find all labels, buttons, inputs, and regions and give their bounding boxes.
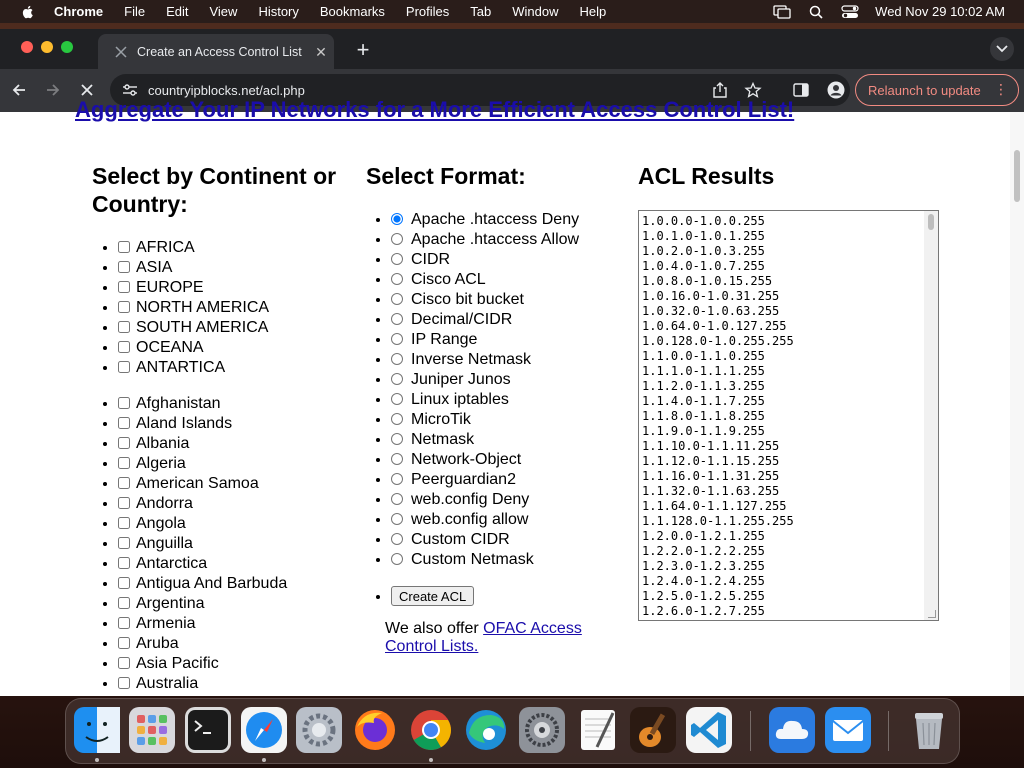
forward-button[interactable] (43, 80, 63, 100)
country-checkbox-antigua-and-barbuda[interactable] (118, 577, 130, 589)
ofac-acl-link[interactable]: OFAC Access Control Lists. (385, 620, 582, 655)
chevron-down-icon (996, 45, 1008, 53)
format-radio-cisco-bit-bucket[interactable] (391, 293, 403, 305)
format-radio-web-config-deny[interactable] (391, 493, 403, 505)
format-item-microtik (391, 410, 579, 430)
format-item-apache-htaccess-allow (391, 230, 579, 250)
country-item-antigua-and-barbuda (118, 574, 287, 594)
format-item-cidr (391, 250, 579, 270)
url-text: countryipblocks.net/acl.php (148, 82, 305, 98)
tab-strip (0, 29, 1024, 69)
country-label: Australia (136, 675, 199, 692)
continent-checkbox-south-america[interactable] (118, 321, 130, 333)
format-item-custom-cidr (391, 530, 579, 550)
continent-item-africa (118, 238, 269, 258)
profile-avatar-icon[interactable] (826, 80, 846, 100)
launchpad-icon[interactable] (129, 707, 175, 753)
format-radio-juniper-junos[interactable] (391, 373, 403, 385)
format-label: Custom Netmask (411, 551, 534, 568)
relaunch-label: Relaunch to update (868, 82, 981, 98)
country-checkbox-armenia[interactable] (118, 617, 130, 629)
country-checkbox-antarctica[interactable] (118, 557, 130, 569)
firefox-icon[interactable] (352, 707, 398, 753)
country-checkbox-australia[interactable] (118, 677, 130, 689)
country-label: Argentina (136, 595, 205, 612)
continent-label: ASIA (136, 259, 173, 276)
format-label: web.config allow (411, 511, 529, 528)
tab-title: Create an Access Control List (137, 44, 302, 59)
chrome-icon[interactable] (408, 707, 454, 753)
continent-country-heading: Select by Continent or Country: (92, 163, 337, 217)
country-item-afghanistan (118, 394, 287, 414)
country-item-aruba (118, 634, 287, 654)
continent-item-asia (118, 258, 269, 278)
country-item-asia-pacific (118, 654, 287, 674)
acl-result-line: 1.0.2.0-1.0.3.255 (642, 244, 765, 258)
format-item-web-config-deny (391, 490, 579, 510)
acl-result-line: 1.1.0.0-1.1.0.255 (642, 349, 765, 363)
menu-history[interactable]: History (258, 4, 299, 19)
country-checkbox-list (92, 394, 287, 694)
acl-result-line: 1.1.32.0-1.1.63.255 (642, 484, 780, 498)
screen-mirroring-icon[interactable] (773, 5, 791, 19)
format-radio-apache-htaccess-allow[interactable] (391, 233, 403, 245)
format-label: Apache .htaccess Allow (411, 231, 580, 248)
close-tab-icon[interactable]: ✕ (315, 43, 327, 60)
close-icon (80, 83, 94, 97)
acl-result-line: 1.1.8.0-1.1.8.255 (642, 409, 765, 423)
country-item-armenia (118, 614, 287, 634)
format-label: Network-Object (411, 451, 522, 468)
format-radio-custom-cidr[interactable] (391, 533, 403, 545)
country-item-albania (118, 434, 287, 454)
continent-label: AFRICA (136, 239, 195, 256)
back-arrow-icon (11, 82, 27, 98)
format-label: Cisco bit bucket (411, 291, 524, 308)
browser-window (0, 29, 1024, 696)
acl-result-line: 1.1.1.0-1.1.1.255 (642, 364, 765, 378)
format-radio-apache-htaccess-deny[interactable] (391, 213, 403, 225)
format-item-network-object (391, 450, 579, 470)
country-label: Armenia (136, 615, 196, 632)
format-item-apache-htaccess-deny (391, 210, 579, 230)
country-item-aland-islands (118, 414, 287, 434)
country-label: Asia Pacific (136, 655, 219, 672)
country-label: Antarctica (136, 555, 208, 572)
finder-running-indicator (95, 758, 99, 762)
apple-icon[interactable] (20, 4, 36, 20)
country-checkbox-angola[interactable] (118, 517, 130, 529)
continent-label: ANTARTICA (136, 359, 226, 376)
safari-running-indicator (262, 758, 266, 762)
format-radio-custom-netmask[interactable] (391, 553, 403, 565)
country-checkbox-aland-islands[interactable] (118, 417, 130, 429)
site-info-icon[interactable] (122, 82, 138, 98)
format-label: Juniper Junos (411, 371, 511, 388)
acl-result-line: 1.0.4.0-1.0.7.255 (642, 259, 765, 273)
vscode-icon[interactable] (686, 707, 732, 753)
country-item-argentina (118, 594, 287, 614)
continent-item-oceana (118, 338, 269, 358)
country-item-angola (118, 514, 287, 534)
acl-result-line: 1.1.128.0-1.1.255.255 (642, 514, 794, 528)
country-item-american-samoa (118, 474, 287, 494)
continent-checkbox-asia[interactable] (118, 261, 130, 273)
format-radio-cidr[interactable] (391, 253, 403, 265)
format-label: MicroTik (411, 411, 471, 428)
spotlight-search-icon[interactable] (807, 5, 825, 19)
format-radio-microtik[interactable] (391, 413, 403, 425)
country-checkbox-anguilla[interactable] (118, 537, 130, 549)
dock-separator (888, 711, 889, 751)
acl-result-line: 1.1.64.0-1.1.127.255 (642, 499, 787, 513)
country-checkbox-andorra[interactable] (118, 497, 130, 509)
country-checkbox-aruba[interactable] (118, 637, 130, 649)
ofac-prefix: We also offer (385, 620, 484, 637)
edge-icon[interactable] (463, 707, 509, 753)
acl-results-scrollbar[interactable] (924, 211, 938, 620)
format-label: Peerguardian2 (411, 471, 516, 488)
format-label: Inverse Netmask (411, 351, 532, 368)
web-page-content (0, 97, 1010, 696)
format-radio-network-object[interactable] (391, 453, 403, 465)
country-checkbox-argentina[interactable] (118, 597, 130, 609)
format-radio-ip-range[interactable] (391, 333, 403, 345)
continent-checkbox-list (92, 238, 269, 378)
ofac-offer-text (385, 620, 615, 656)
acl-results-lines (642, 214, 935, 619)
format-heading: Select Format: (366, 163, 526, 189)
format-radio-inverse-netmask[interactable] (391, 353, 403, 365)
acl-result-line: 1.2.5.0-1.2.5.255 (642, 589, 765, 603)
continent-label: OCEANA (136, 339, 204, 356)
country-label: Algeria (136, 455, 186, 472)
format-label: Netmask (411, 431, 475, 448)
format-radio-list (365, 210, 579, 570)
acl-scroll-thumb[interactable] (928, 214, 934, 230)
acl-result-line: 1.0.64.0-1.0.127.255 (642, 319, 787, 333)
back-button[interactable] (9, 80, 29, 100)
menu-edit[interactable]: Edit (166, 4, 189, 19)
loading-favicon-icon (113, 44, 129, 60)
icloud-icon[interactable] (769, 707, 815, 753)
menu-window[interactable]: Window (512, 4, 559, 19)
continent-item-antartica (118, 358, 269, 378)
continent-checkbox-antartica[interactable] (118, 361, 130, 373)
chrome-running-indicator (429, 758, 433, 762)
format-label: web.config Deny (411, 491, 530, 508)
system-utility-icon[interactable] (296, 707, 342, 753)
continent-label: EUROPE (136, 279, 204, 296)
country-item-australia (118, 674, 287, 694)
finder-icon[interactable] (74, 707, 120, 753)
aggregate-networks-link[interactable]: Aggregate Your IP Networks for a More Efficient Access Control List! (75, 97, 795, 122)
acl-result-line: 1.0.1.0-1.0.1.255 (642, 229, 765, 243)
acl-result-line: 1.0.16.0-1.0.31.255 (642, 289, 780, 303)
page-scroll-thumb[interactable] (1014, 150, 1020, 202)
garageband-icon[interactable] (630, 707, 676, 753)
close-window-button[interactable] (21, 41, 33, 53)
acl-result-line: 1.1.4.0-1.1.7.255 (642, 394, 765, 408)
acl-result-line: 1.2.6.0-1.2.7.255 (642, 604, 765, 618)
format-radio-web-config-allow[interactable] (391, 513, 403, 525)
acl-result-line: 1.1.16.0-1.1.31.255 (642, 469, 780, 483)
continent-item-south-america (118, 318, 269, 338)
active-tab[interactable] (98, 34, 334, 69)
trash-icon[interactable] (906, 707, 952, 753)
menu-profiles[interactable]: Profiles (405, 4, 450, 19)
country-label: Albania (136, 435, 190, 452)
format-radio-linux-iptables[interactable] (391, 393, 403, 405)
acl-result-line: 1.1.12.0-1.1.15.255 (642, 454, 780, 468)
zoom-window-button[interactable] (61, 41, 73, 53)
format-item-decimal-cidr (391, 310, 579, 330)
format-item-peerguardian2 (391, 470, 579, 490)
format-item-cisco-acl (391, 270, 579, 290)
continent-item-europe (118, 278, 269, 298)
format-item-web-config-allow (391, 510, 579, 530)
country-item-antarctica (118, 554, 287, 574)
country-item-andorra (118, 494, 287, 514)
country-checkbox-albania[interactable] (118, 437, 130, 449)
continent-checkbox-europe[interactable] (118, 281, 130, 293)
format-radio-netmask[interactable] (391, 433, 403, 445)
format-label: Cisco ACL (411, 271, 486, 288)
acl-result-line: 1.1.10.0-1.1.11.255 (642, 439, 780, 453)
format-label: Linux iptables (411, 391, 509, 408)
format-item-inverse-netmask (391, 350, 579, 370)
acl-result-line: 1.0.8.0-1.0.15.255 (642, 274, 773, 288)
country-checkbox-american-samoa[interactable] (118, 477, 130, 489)
menu-help[interactable]: Help (579, 4, 607, 19)
format-item-custom-netmask (391, 550, 579, 570)
format-label: IP Range (411, 331, 478, 348)
new-tab-button[interactable]: + (356, 37, 370, 62)
menu-tab[interactable]: Tab (470, 4, 492, 19)
minimize-window-button[interactable] (41, 41, 53, 53)
format-item-linux-iptables (391, 390, 579, 410)
page-scrollbar[interactable] (1010, 112, 1024, 696)
country-item-anguilla (118, 534, 287, 554)
format-label: Decimal/CIDR (411, 311, 513, 328)
continent-checkbox-africa[interactable] (118, 241, 130, 253)
acl-result-line: 1.1.9.0-1.1.9.255 (642, 424, 765, 438)
terminal-icon[interactable] (185, 707, 231, 753)
acl-results-textarea[interactable] (638, 210, 939, 621)
format-label: CIDR (411, 251, 451, 268)
country-checkbox-asia-pacific[interactable] (118, 657, 130, 669)
safari-icon[interactable] (241, 707, 287, 753)
continent-checkbox-oceana[interactable] (118, 341, 130, 353)
continent-item-north-america (118, 298, 269, 318)
format-radio-peerguardian2[interactable] (391, 473, 403, 485)
country-label: Antigua And Barbuda (136, 575, 288, 592)
forward-arrow-icon (45, 82, 61, 98)
macos-menu-bar (0, 0, 1024, 23)
continent-label: SOUTH AMERICA (136, 319, 269, 336)
acl-result-line: 1.0.0.0-1.0.0.255 (642, 214, 765, 228)
country-label: Anguilla (136, 535, 193, 552)
country-label: Aland Islands (136, 415, 233, 432)
format-item-netmask (391, 430, 579, 450)
country-label: Afghanistan (136, 395, 221, 412)
format-radio-decimal-cidr[interactable] (391, 313, 403, 325)
create-acl-item (391, 586, 474, 606)
acl-result-line: 1.2.0.0-1.2.1.255 (642, 529, 765, 543)
textarea-resize-grip[interactable] (928, 610, 936, 618)
acl-result-line: 1.2.3.0-1.2.3.255 (642, 559, 765, 573)
create-acl-list (365, 586, 474, 606)
control-center-icon[interactable] (841, 5, 859, 19)
format-item-cisco-bit-bucket (391, 290, 579, 310)
continent-checkbox-north-america[interactable] (118, 301, 130, 313)
format-label: Custom CIDR (411, 531, 510, 548)
mail-icon[interactable] (825, 707, 871, 753)
format-radio-cisco-acl[interactable] (391, 273, 403, 285)
more-options-icon[interactable]: ⋮ (994, 81, 1008, 97)
relaunch-to-update-button[interactable] (855, 74, 1019, 106)
format-item-juniper-junos (391, 370, 579, 390)
continent-label: NORTH AMERICA (136, 299, 270, 316)
menu-app-name[interactable]: Chrome (54, 4, 104, 19)
country-label: Andorra (136, 495, 193, 512)
acl-result-line: 1.2.2.0-1.2.2.255 (642, 544, 765, 558)
country-item-algeria (118, 454, 287, 474)
country-checkbox-algeria[interactable] (118, 457, 130, 469)
macos-dock (65, 698, 960, 764)
tab-search-button[interactable] (990, 37, 1014, 61)
acl-results-heading: ACL Results (638, 163, 775, 189)
menu-view[interactable]: View (209, 4, 238, 19)
dock-separator (750, 711, 751, 751)
menu-bar-clock[interactable]: Wed Nov 29 10:02 AM (875, 4, 1005, 19)
format-item-ip-range (391, 330, 579, 350)
menu-file[interactable]: File (124, 4, 146, 19)
menu-bookmarks[interactable]: Bookmarks (319, 4, 385, 19)
textedit-icon[interactable] (575, 707, 621, 753)
acl-result-line: 1.0.32.0-1.0.63.255 (642, 304, 780, 318)
acl-result-line: 1.1.2.0-1.1.3.255 (642, 379, 765, 393)
country-label: Angola (136, 515, 186, 532)
system-settings-icon[interactable] (519, 707, 565, 753)
country-checkbox-afghanistan[interactable] (118, 397, 130, 409)
acl-result-line: 1.2.4.0-1.2.4.255 (642, 574, 765, 588)
format-label: Apache .htaccess Deny (411, 211, 580, 228)
acl-result-line: 1.0.128.0-1.0.255.255 (642, 334, 794, 348)
create-acl-button[interactable]: Create ACL (391, 586, 474, 606)
country-label: Aruba (136, 635, 179, 652)
country-label: American Samoa (136, 475, 259, 492)
